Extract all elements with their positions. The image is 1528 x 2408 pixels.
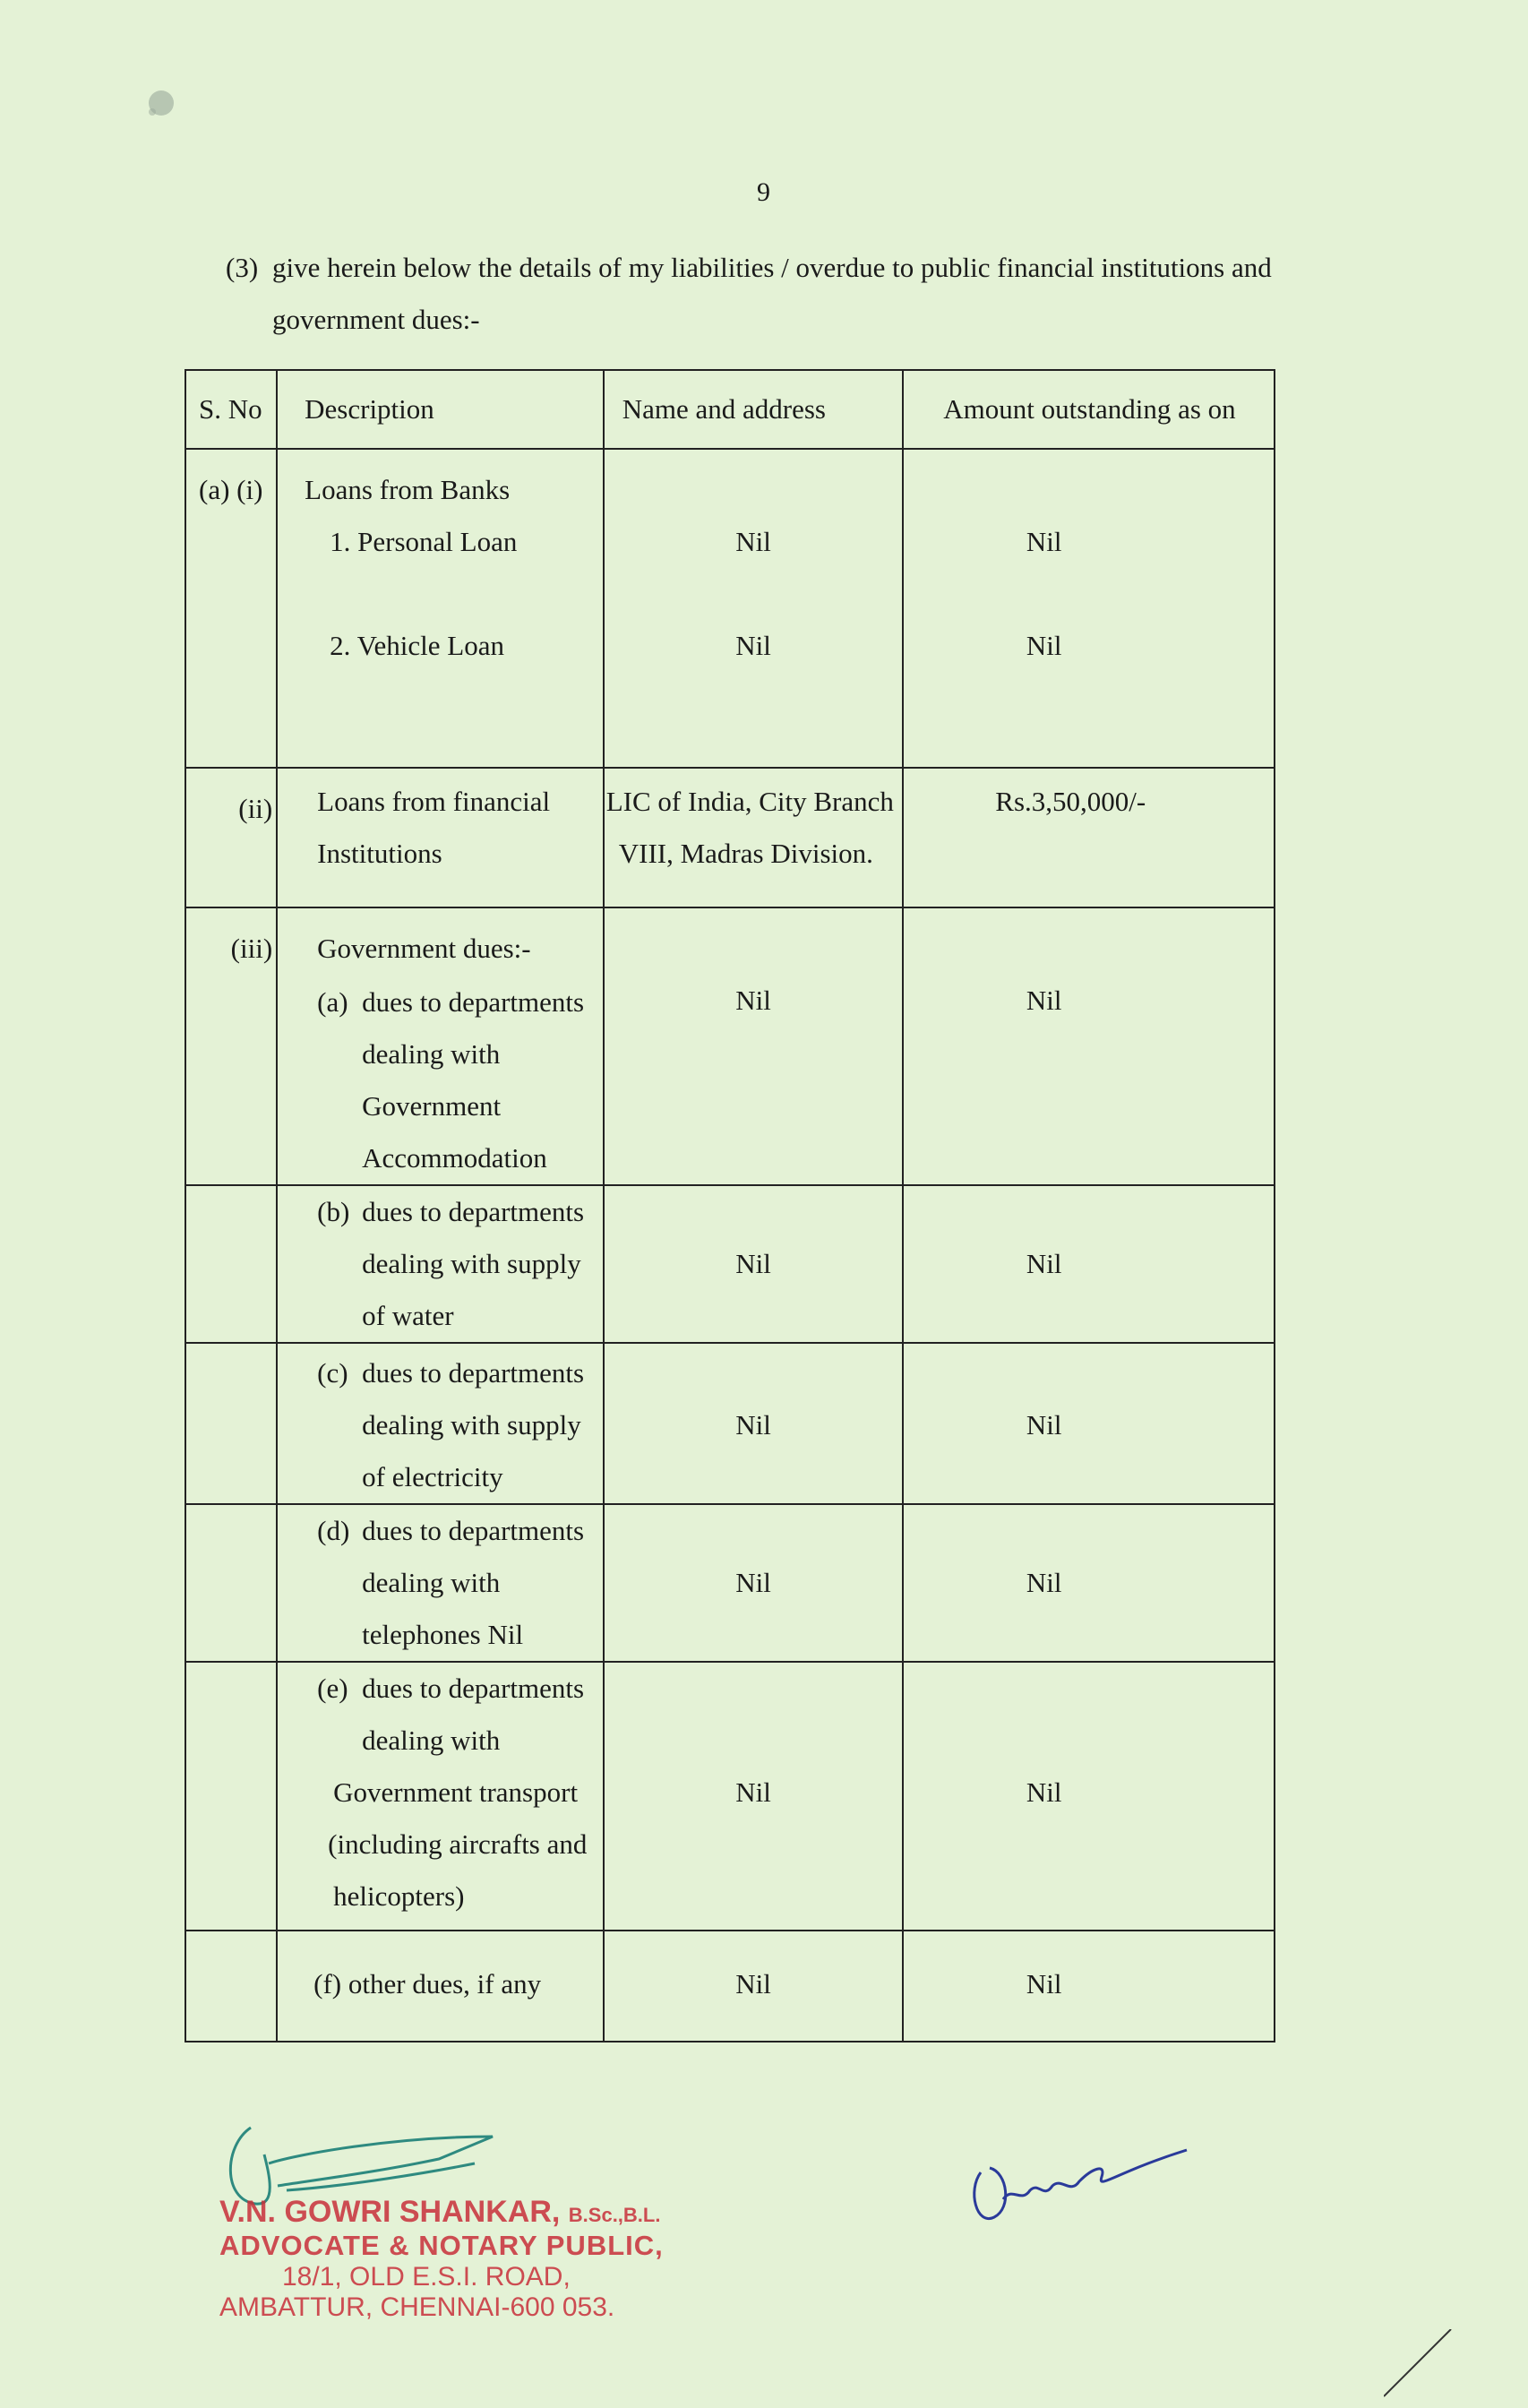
row-name-value: Nil bbox=[735, 630, 771, 661]
page-number: 9 bbox=[757, 177, 770, 207]
intro-line-1: give herein below the details of my liabilities / overdue to public financial institutions and bbox=[272, 252, 1272, 283]
row-amount-value: Nil bbox=[1026, 1567, 1062, 1598]
sub-item-line: dues to departments bbox=[362, 986, 585, 1018]
table-row bbox=[185, 768, 1275, 907]
row-amount-value: Nil bbox=[1026, 526, 1062, 557]
row-desc-line: Institutions bbox=[317, 838, 442, 869]
row-name-value: Nil bbox=[735, 1776, 771, 1808]
sub-item-line: dealing with bbox=[362, 1038, 501, 1070]
row-amount-value: Nil bbox=[1026, 1409, 1062, 1440]
sub-item-line: dealing with bbox=[362, 1724, 501, 1756]
ink-smudge bbox=[125, 76, 197, 134]
sub-item-line: Accommodation bbox=[362, 1142, 547, 1174]
row-name-value: Nil bbox=[735, 1968, 771, 2000]
row-sno: (a) (i) bbox=[199, 474, 263, 505]
row-sno: (iii) bbox=[230, 933, 273, 964]
sub-item-label: (e) bbox=[317, 1673, 348, 1704]
header-description: Description bbox=[277, 370, 604, 449]
liabilities-table bbox=[185, 369, 1275, 2042]
intro-number: (3) bbox=[226, 252, 259, 283]
pen-stroke bbox=[1384, 2329, 1455, 2405]
sub-item-label: (c) bbox=[317, 1357, 348, 1389]
sub-item-line: dues to departments bbox=[362, 1196, 585, 1227]
sub-item-label: (f) bbox=[313, 1968, 342, 2000]
stamp-line-3: 18/1, OLD E.S.I. ROAD, bbox=[282, 2262, 571, 2292]
sub-item-line: helicopters) bbox=[333, 1880, 465, 1912]
sub-item-label: (b) bbox=[317, 1196, 350, 1227]
row-name-value: Nil bbox=[735, 985, 771, 1016]
table-row bbox=[185, 449, 1275, 768]
stamp-line-4: AMBATTUR, CHENNAI-600 053. bbox=[219, 2292, 615, 2322]
sub-item-label: (d) bbox=[317, 1515, 350, 1546]
sub-item-line: dues to departments bbox=[362, 1673, 585, 1704]
sub-item-line: dealing with bbox=[362, 1567, 501, 1598]
sub-item-line: other dues, if any bbox=[348, 1968, 542, 2000]
sub-item-line: telephones Nil bbox=[362, 1619, 524, 1650]
intro-line-2: government dues:- bbox=[272, 304, 480, 335]
notary-stamp bbox=[219, 2195, 667, 2323]
row-amount-value: Nil bbox=[1026, 1968, 1062, 2000]
row-name-value: Nil bbox=[735, 1567, 771, 1598]
table-row bbox=[185, 1931, 1275, 2042]
header-name-address: Name and address bbox=[604, 370, 904, 449]
sub-item-line: dues to departments bbox=[362, 1515, 585, 1546]
row-amount-value: Nil bbox=[1026, 1248, 1062, 1279]
intro-paragraph bbox=[226, 242, 1390, 346]
row-amount-value: Nil bbox=[1026, 985, 1062, 1016]
header-amount: Amount outstanding as on bbox=[903, 370, 1275, 449]
row-item-label: 1. Personal Loan bbox=[330, 526, 518, 557]
sub-item-line: dealing with supply bbox=[362, 1248, 581, 1279]
table-header-row bbox=[185, 370, 1275, 449]
sub-item-line: dues to departments bbox=[362, 1357, 585, 1389]
row-name-value: Nil bbox=[735, 526, 771, 557]
sub-item-line: of water bbox=[362, 1300, 454, 1331]
sub-item-line: Government transport bbox=[333, 1776, 579, 1808]
sub-item-line: of electricity bbox=[362, 1461, 503, 1492]
stamp-qualification: B.Sc.,B.L. bbox=[568, 2204, 661, 2226]
row-desc-line: Loans from financial bbox=[317, 786, 551, 817]
stamp-line-2: ADVOCATE & NOTARY PUBLIC, bbox=[219, 2230, 664, 2261]
table-row bbox=[185, 907, 1275, 1185]
header-sno: S. No bbox=[185, 370, 277, 449]
sub-item-label: (a) bbox=[317, 986, 348, 1018]
row-sno: (ii) bbox=[238, 793, 273, 824]
stamp-line-1: V.N. GOWRI SHANKAR, bbox=[219, 2195, 561, 2229]
row-item-label: 2. Vehicle Loan bbox=[330, 630, 504, 661]
row-amount-value: Nil bbox=[1026, 1776, 1062, 1808]
row-name-line: LIC of India, City Branch bbox=[605, 786, 894, 817]
row-name-value: Nil bbox=[735, 1409, 771, 1440]
row-name-value: Nil bbox=[735, 1248, 771, 1279]
table-row bbox=[185, 1343, 1275, 1504]
row-title: Loans from Banks bbox=[305, 474, 511, 505]
declarant-signature bbox=[963, 2137, 1196, 2240]
row-title: Government dues:- bbox=[317, 933, 531, 964]
row-amount-value: Nil bbox=[1026, 630, 1062, 661]
sub-item-line: (including aircrafts and bbox=[328, 1828, 588, 1860]
row-amount-value: Rs.3,50,000/- bbox=[995, 786, 1146, 817]
row-name-line: VIII, Madras Division. bbox=[618, 838, 873, 869]
table-row bbox=[185, 1504, 1275, 1662]
table-row bbox=[185, 1185, 1275, 1343]
sub-item-line: Government bbox=[362, 1090, 502, 1122]
sub-item-line: dealing with supply bbox=[362, 1409, 581, 1440]
table-row bbox=[185, 1662, 1275, 1931]
